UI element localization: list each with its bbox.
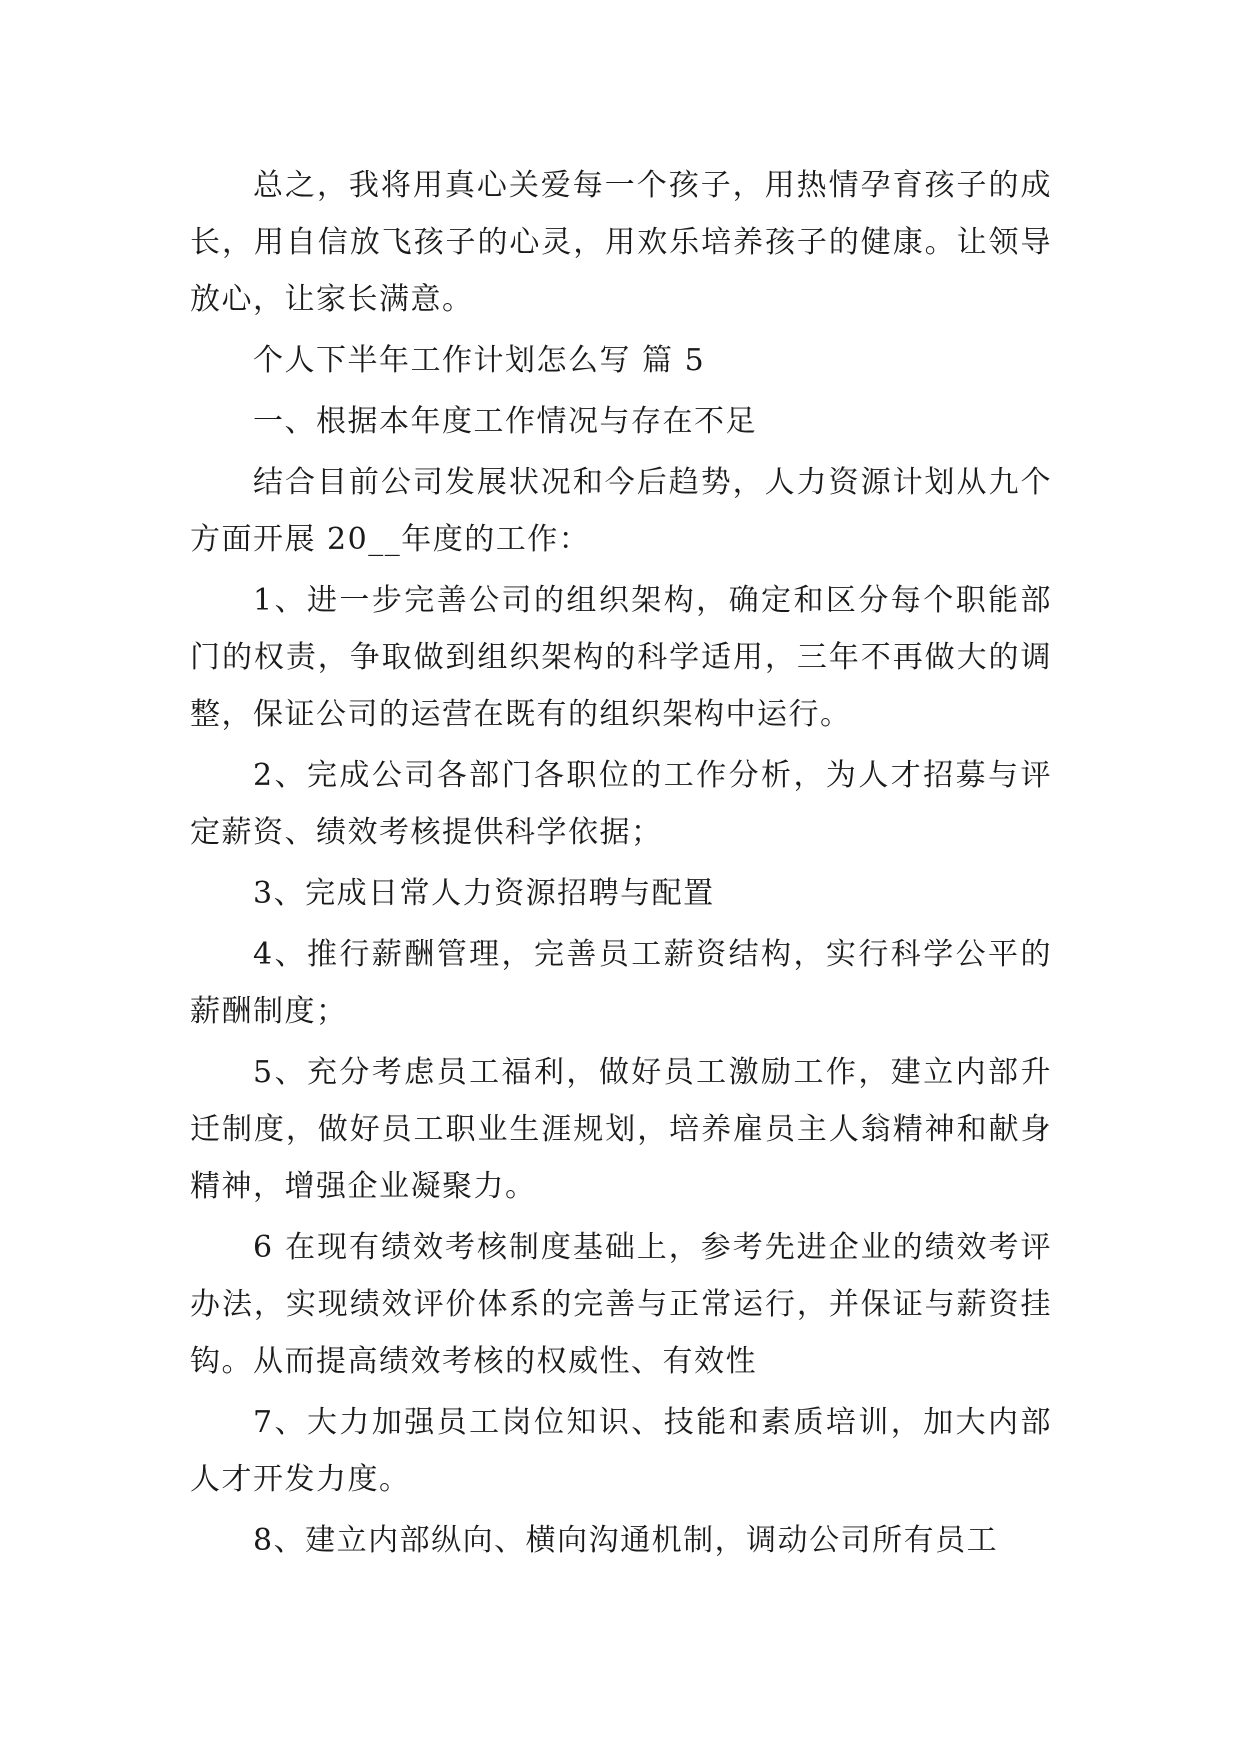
list-item-8: 8、建立内部纵向、横向沟通机制，调动公司所有员工 (253, 1523, 999, 1558)
list-item-2: 2、完成公司各部门各职位的工作分析，为人才招募与评定薪资、绩效考核提供科学依据； (190, 758, 1052, 850)
list-item-1: 1、进一步完善公司的组织架构，确定和区分每个职能部门的权责，争取做到组织架构的科学适用，三年不再做大的调整，保证公司的运营在既有的组织架构中运行。 (190, 583, 1052, 732)
list-item-5: 5、充分考虑员工福利，做好员工激励工作，建立内部升迁制度，做好员工职业生涯规划，培养雇员主人翁精神和献身精神，增强企业凝聚力。 (190, 1055, 1052, 1204)
list-item-7: 7、大力加强员工岗位知识、技能和素质培训，加大内部人才开发力度。 (190, 1405, 1052, 1497)
paragraph-conclusion: 总之，我将用真心关爱每一个孩子，用热情孕育孩子的成长，用自信放飞孩子的心灵，用欢乐培养孩子的健康。让领导放心，让家长满意。 (190, 168, 1052, 317)
paragraph-intro: 结合目前公司发展状况和今后趋势，人力资源计划从九个方面开展 20__年度的工作： (190, 465, 1052, 557)
list-item-3: 3、完成日常人力资源招聘与配置 (253, 876, 715, 911)
document-body (190, 157, 1052, 1569)
list-item-6: 6 在现有绩效考核制度基础上，参考先进企业的绩效考评办法，实现绩效评价体系的完善与正常运行，并保证与薪资挂钩。从而提高绩效考核的权威性、有效性 (190, 1230, 1052, 1379)
list-item-4: 4、推行薪酬管理，完善员工薪资结构，实行科学公平的薪酬制度； (190, 937, 1052, 1029)
subsection-heading: 一、根据本年度工作情况与存在不足 (253, 404, 757, 439)
section-heading: 个人下半年工作计划怎么写 篇 5 (253, 343, 706, 378)
